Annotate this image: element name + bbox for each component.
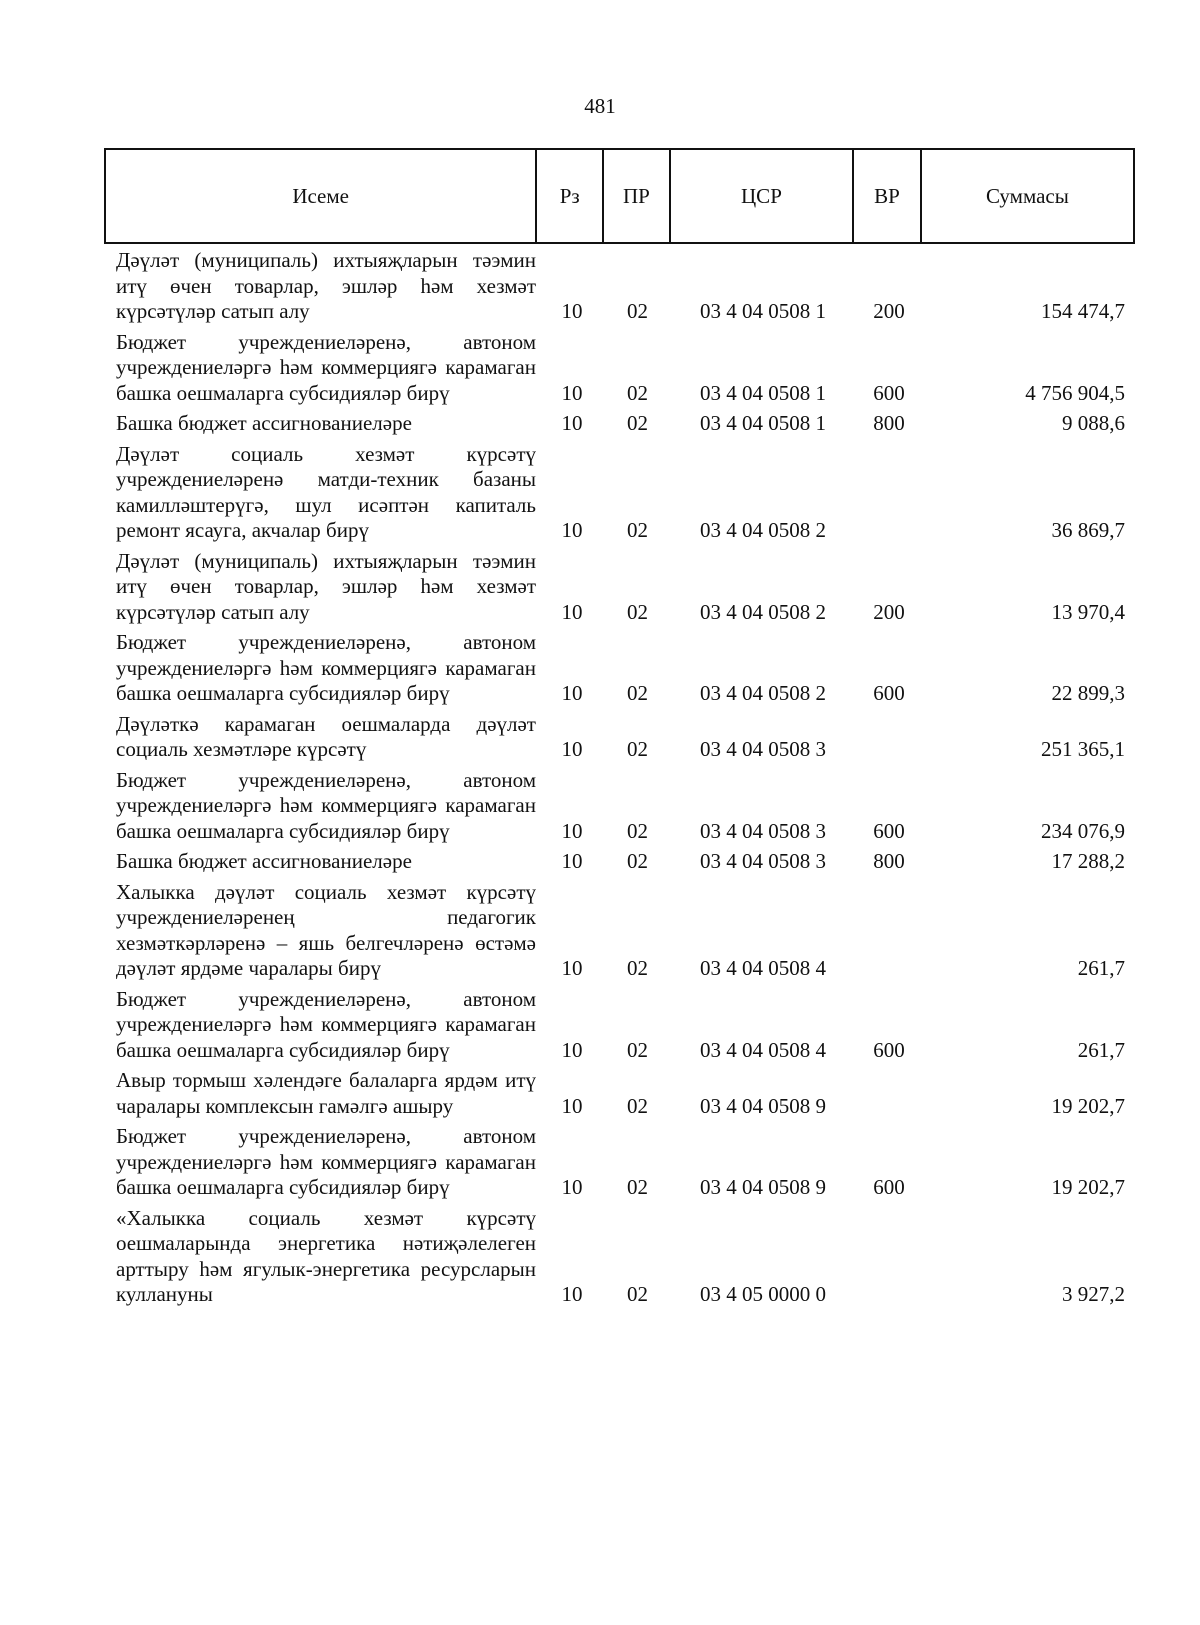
column-header-pr: ПР xyxy=(604,150,671,242)
row-name: Авыр тормыш хәлендәге балаларга ярдәм итү чаралары комплексын гамәлгә ашыру xyxy=(116,1068,536,1118)
table-row xyxy=(104,248,1135,325)
row-vr: 800 xyxy=(873,849,905,873)
row-vr: 200 xyxy=(873,599,905,624)
row-csr: 03 4 04 0508 3 xyxy=(700,849,826,873)
row-name: Дәүләт (муниципаль) ихтыяҗларын тәэмин итү өчен товарлар, эшләр һәм хезмәт күрсәтүләр сатып алу xyxy=(116,248,536,323)
table-row xyxy=(104,768,1135,845)
row-sum: 261,7 xyxy=(1077,1037,1125,1062)
row-pr: 02 xyxy=(627,599,648,624)
row-sum: 13 970,4 xyxy=(1051,599,1125,624)
row-sum: 19 202,7 xyxy=(1051,1093,1125,1118)
row-name: Башка бюджет ассигнованиеләре xyxy=(116,411,412,435)
row-rz: 10 xyxy=(561,1037,583,1062)
row-sum: 154 474,7 xyxy=(1041,299,1125,323)
row-sum: 9 088,6 xyxy=(1062,411,1125,435)
row-rz: 10 xyxy=(561,849,583,873)
row-sum: 4 756 904,5 xyxy=(1025,380,1125,405)
table-row xyxy=(104,411,1135,437)
row-sum: 251 365,1 xyxy=(1041,737,1125,761)
row-vr: 600 xyxy=(873,1037,905,1062)
row-vr: 600 xyxy=(873,380,905,405)
row-sum: 22 899,3 xyxy=(1051,681,1125,705)
table-row xyxy=(104,330,1135,407)
column-header-vr: ВР xyxy=(854,150,922,242)
row-sum: 234 076,9 xyxy=(1041,818,1125,843)
row-csr: 03 4 04 0508 1 xyxy=(700,411,826,435)
row-vr: 200 xyxy=(873,299,905,323)
row-csr: 03 4 04 0508 4 xyxy=(700,956,826,980)
row-name: «Халыкка социаль хезмәт күрсәтү оешмаларында энергетика нәтиҗәлелеген арттыру һәм ягулык-энергетика ресурсларын куллануны xyxy=(116,1205,536,1306)
row-sum: 36 869,7 xyxy=(1051,518,1125,542)
row-name: Дәүләткә карамаган оешмаларда дәүләт социаль хезмәтләре күрсәтү xyxy=(116,711,536,761)
row-csr: 03 4 04 0508 1 xyxy=(700,299,826,323)
table-row xyxy=(104,549,1135,626)
row-pr: 02 xyxy=(627,956,648,980)
row-sum: 3 927,2 xyxy=(1062,1282,1125,1306)
row-pr: 02 xyxy=(627,849,648,873)
row-pr: 02 xyxy=(627,518,648,542)
table-row xyxy=(104,630,1135,707)
row-pr: 02 xyxy=(627,1037,648,1062)
row-sum: 17 288,2 xyxy=(1051,849,1125,873)
row-pr: 02 xyxy=(627,1093,648,1118)
row-csr: 03 4 04 0508 1 xyxy=(700,380,826,405)
table-row xyxy=(104,1206,1135,1308)
row-rz: 10 xyxy=(561,518,583,542)
row-pr: 02 xyxy=(627,299,648,323)
row-rz: 10 xyxy=(561,956,583,980)
table-row xyxy=(104,987,1135,1064)
table-row xyxy=(104,1124,1135,1201)
row-rz: 10 xyxy=(561,411,583,435)
row-pr: 02 xyxy=(627,380,648,405)
row-name: Дәүләт социаль хезмәт күрсәтү учреждениеләренә матди-техник базаны камилләштерүгә, шул исәптән капиталь ремонт ясауга, акчалар бирү xyxy=(116,441,536,542)
table-row xyxy=(104,712,1135,763)
row-rz: 10 xyxy=(561,599,583,624)
column-header-rz: Рз xyxy=(537,150,604,242)
row-csr: 03 4 04 0508 2 xyxy=(700,518,826,542)
row-pr: 02 xyxy=(627,411,648,435)
row-vr: 600 xyxy=(873,818,905,843)
row-sum: 261,7 xyxy=(1077,956,1125,980)
row-csr: 03 4 04 0508 9 xyxy=(700,1093,826,1118)
row-csr: 03 4 04 0508 9 xyxy=(700,1175,826,1199)
row-vr: 600 xyxy=(873,1175,905,1199)
row-csr: 03 4 04 0508 4 xyxy=(700,1037,826,1062)
page-number: 481 xyxy=(584,94,616,118)
row-name: Бюджет учреждениеләренә, автоном учреждениеләргә һәм коммерциягә карамаган башка оешмаларга субсидияләр бирү xyxy=(116,630,536,705)
table-row xyxy=(104,1068,1135,1119)
column-header-sum: Суммасы xyxy=(985,183,1069,208)
row-rz: 10 xyxy=(561,1282,583,1306)
row-name: Бюджет учреждениеләренә, автоном учреждениеләргә һәм коммерциягә карамаган башка оешмаларга субсидияләр бирү xyxy=(116,1124,536,1199)
row-rz: 10 xyxy=(561,1175,583,1199)
row-name: Бюджет учреждениеләренә, автоном учреждениеләргә һәм коммерциягә карамаган башка оешмаларга субсидияләр бирү xyxy=(116,986,536,1062)
row-csr: 03 4 04 0508 3 xyxy=(700,737,826,761)
column-header-csr: ЦСР xyxy=(671,150,854,242)
row-csr: 03 4 04 0508 2 xyxy=(700,599,826,624)
table-header xyxy=(104,148,1135,244)
row-pr: 02 xyxy=(627,818,648,843)
row-name: Бюджет учреждениеләренә, автоном учреждениеләргә һәм коммерциягә карамаган башка оешмаларга субсидияләр бирү xyxy=(116,329,536,405)
row-pr: 02 xyxy=(627,1282,648,1306)
table-row xyxy=(104,849,1135,875)
row-name: Башка бюджет ассигнованиеләре xyxy=(116,849,412,873)
row-pr: 02 xyxy=(627,737,648,761)
row-pr: 02 xyxy=(627,681,648,705)
row-rz: 10 xyxy=(561,737,583,761)
table-row xyxy=(104,880,1135,982)
row-vr: 600 xyxy=(873,681,905,705)
row-rz: 10 xyxy=(561,380,583,405)
row-csr: 03 4 04 0508 3 xyxy=(700,818,826,843)
row-rz: 10 xyxy=(561,1093,583,1118)
row-rz: 10 xyxy=(561,299,583,323)
row-name: Дәүләт (муниципаль) ихтыяҗларын тәэмин итү өчен товарлар, эшләр һәм хезмәт күрсәтүләр сатып алу xyxy=(116,548,536,624)
row-csr: 03 4 04 0508 2 xyxy=(700,681,826,705)
row-csr: 03 4 05 0000 0 xyxy=(700,1282,826,1306)
row-pr: 02 xyxy=(627,1175,648,1199)
table-row xyxy=(104,442,1135,544)
row-rz: 10 xyxy=(561,681,583,705)
row-name: Халыкка дәүләт социаль хезмәт күрсәтү учреждениеләренең педагогик хезмәткәрләренә – яшь белгечләренә өстәмә дәүләт ярдәме чаралары бирү xyxy=(116,879,536,980)
row-name: Бюджет учреждениеләренә, автоном учреждениеләргә һәм коммерциягә карамаган башка оешмаларга субсидияләр бирү xyxy=(116,767,536,843)
row-sum: 19 202,7 xyxy=(1051,1175,1125,1199)
table-body xyxy=(104,248,1135,1313)
column-header-name: Исеме xyxy=(106,150,537,242)
row-vr: 800 xyxy=(873,411,905,435)
row-rz: 10 xyxy=(561,818,583,843)
